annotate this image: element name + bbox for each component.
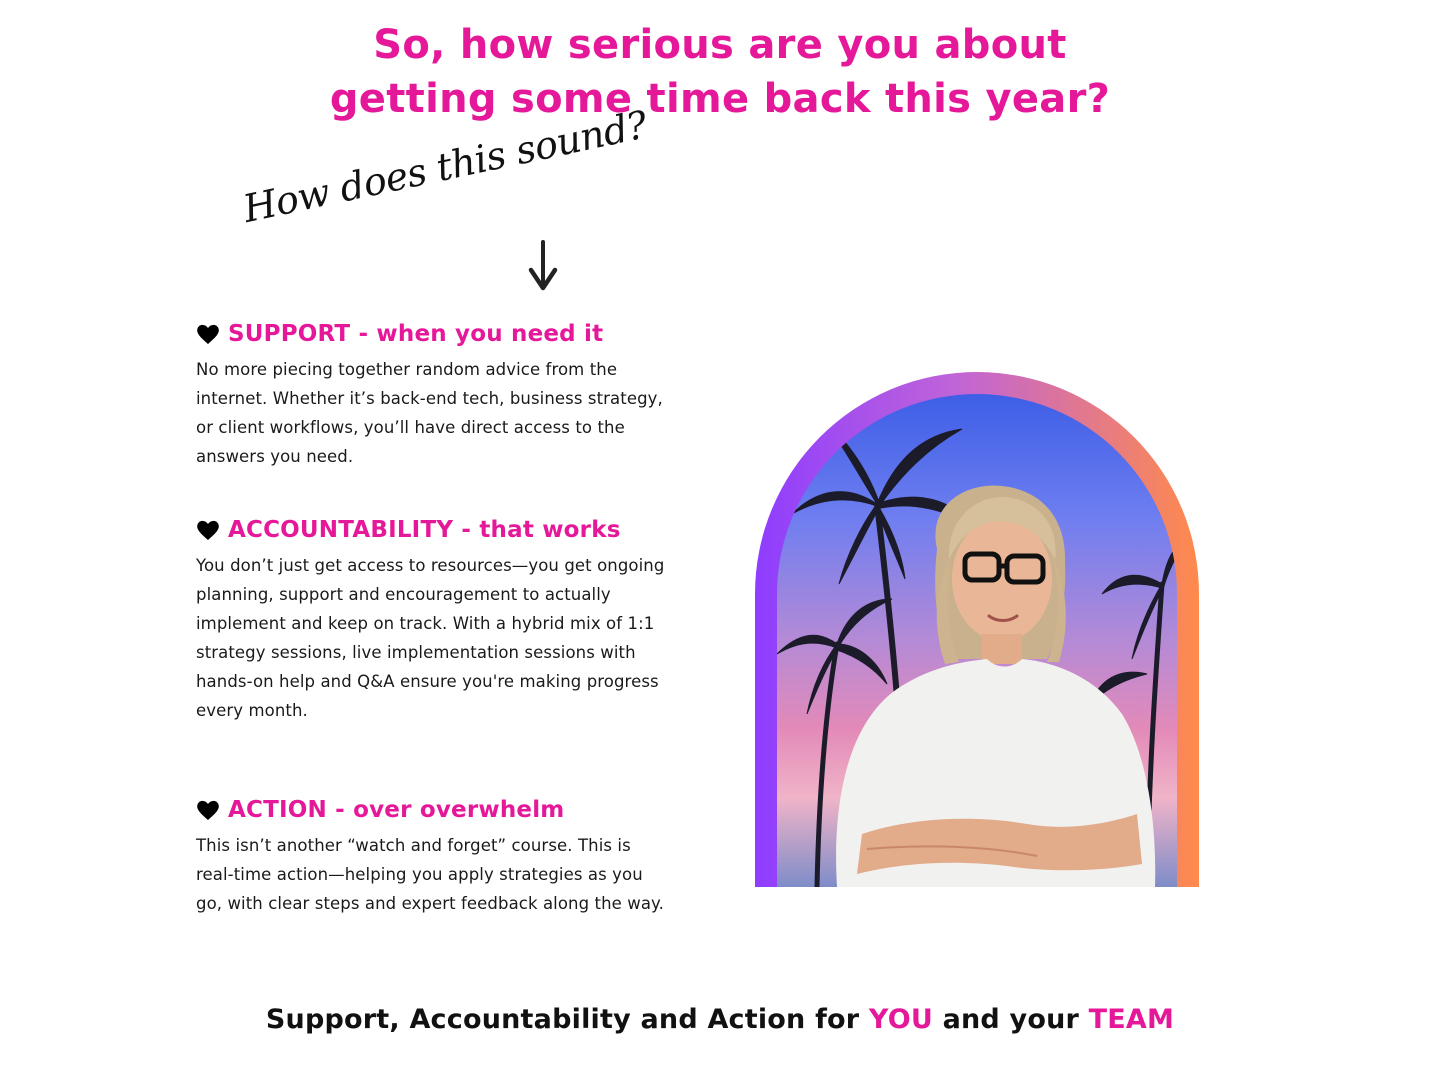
heart-icon bbox=[196, 519, 220, 541]
feature-support bbox=[196, 318, 666, 471]
page-title-line-2: getting some time back this year? bbox=[329, 76, 1111, 122]
script-heading: How does this sound? bbox=[239, 102, 651, 232]
feature-description: This isn’t another “watch and forget” course. This is real-time action—helping you apply strategies as you go, with clear steps and expert feedback along the way. bbox=[196, 836, 664, 913]
tagline bbox=[0, 1004, 1440, 1035]
feature-description: You don’t just get access to resources—you get ongoing planning, support and encouragement to actually implement and keep on track. With a hybrid mix of 1:1 strategy sessions, live implementation sessions with hands-on help and Q&A ensure you're making progress every month. bbox=[196, 556, 665, 720]
page-title-line-1: So, how serious are you about bbox=[373, 22, 1067, 68]
feature-title: ACCOUNTABILITY - that works bbox=[228, 517, 621, 543]
feature-description: No more piecing together random advice from the internet. Whether it’s back-end tech, business strategy, or client workflows, you’ll have direct access to the answers you need. bbox=[196, 360, 663, 466]
feature-header bbox=[196, 794, 666, 826]
feature-title: SUPPORT - when you need it bbox=[228, 321, 604, 347]
heart-icon bbox=[196, 323, 220, 345]
feature-title: ACTION - over overwhelm bbox=[228, 797, 565, 823]
tagline-you: YOU bbox=[868, 1004, 933, 1035]
profile-photo-frame bbox=[755, 372, 1199, 887]
photo-illustration bbox=[777, 394, 1177, 887]
feature-header bbox=[196, 318, 666, 350]
tagline-part-1: Support, Accountability and Action for bbox=[265, 1004, 869, 1035]
feature-action bbox=[196, 794, 666, 918]
tagline-part-2: and your bbox=[932, 1004, 1089, 1035]
tagline-team: TEAM bbox=[1088, 1004, 1175, 1035]
feature-header bbox=[196, 514, 666, 546]
feature-accountability bbox=[196, 514, 666, 725]
down-arrow-icon bbox=[526, 240, 560, 292]
profile-photo bbox=[777, 394, 1177, 887]
page-title bbox=[0, 18, 1440, 126]
heart-icon bbox=[196, 799, 220, 821]
